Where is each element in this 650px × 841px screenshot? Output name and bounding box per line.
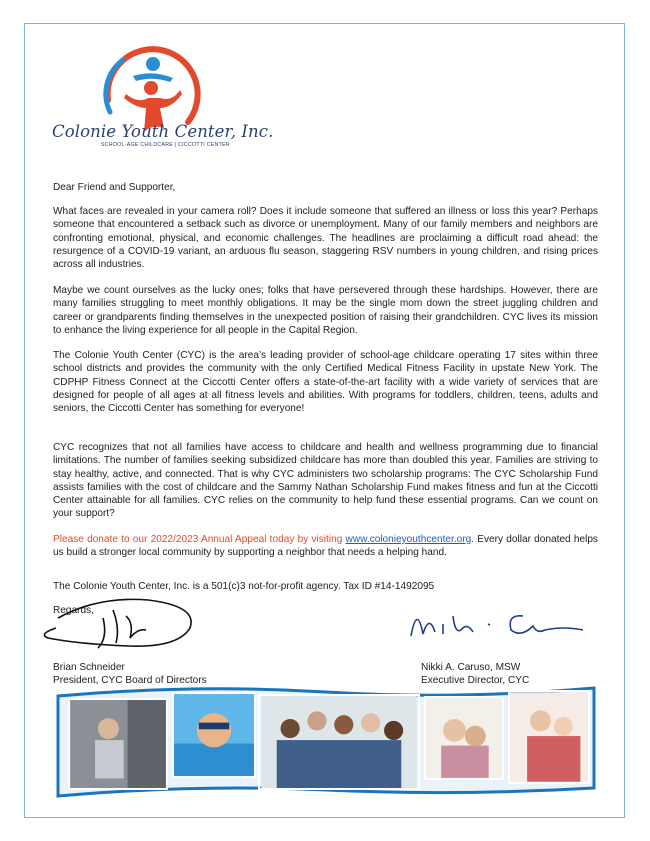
hug-photo-icon — [424, 696, 504, 780]
logo-subtitle: SCHOOL-AGE CHILDCARE | CICCOTTI CENTER — [101, 142, 230, 148]
paragraph-2: Maybe we count ourselves as the lucky ones; folks that have persevered through these hardships. However, there are many families struggling to meet monthly obligations. It may be the single mom down the street juggling children and career or grandparents finding themselves in the unexpected position of raising their grandchildren. CYC lives its mission to enhance the living experience for all people in the Capital Region. — [53, 285, 598, 336]
signatory-2-name: Nikki A. Caruso, MSW — [421, 662, 521, 673]
paragraph-5 — [53, 533, 598, 560]
signatory-2-title: Executive Director, CYC — [421, 675, 530, 687]
paragraph-3: The Colonie Youth Center (CYC) is the area’s leading provider of school-age childcare operating 17 sites within three school districts and provides the community with the only Certified Medical Fitness Facility in upstate New York. The CDPHP Fitness Connect at the Ciccotti Center offers a state-of-the-art facility with a wide variety of services that are designed for people of all ages at all fitness levels and abilities. With programs for toddlers, children, teens, adults and seniors, the Ciccotti Center has something for everyone! — [53, 350, 598, 415]
fitness-senior-photo-icon — [68, 698, 168, 790]
closing: Regards, — [53, 605, 94, 616]
swimming-child-photo-icon — [172, 692, 256, 778]
donate-rest-text: . Every dollar donated helps us build a stronger local community by supporting a neighbor that needs a helping hand. — [53, 534, 598, 559]
mother-child-photo-icon — [508, 690, 590, 784]
greeting: Dear Friend and Supporter, — [53, 182, 176, 193]
donate-appeal-text: Please donate to our 2022/2023 Annual Appeal today by visiting — [53, 534, 343, 545]
tax-id-line: The Colonie Youth Center, Inc. is a 501(c)3 not-for-profit agency. Tax ID #14-1492095 — [53, 581, 435, 592]
signatory-1-name: Brian Schneider — [53, 662, 125, 673]
website-link[interactable]: www.colonieyouthcenter.org — [345, 534, 472, 545]
photo-banner — [56, 684, 596, 800]
nikki-signature-icon — [403, 596, 588, 646]
paragraph-1: What faces are revealed in your camera roll? Does it include someone that suffered an illness or loss this year? Perhaps someone that encountered a setback such as divorce or unemployment. Many of our family members and neighbors are confronting emotional, physical, and economic challenges. The headlines are proclaiming a difficult road ahead: the resurgence of a COVID-19 variant, an arduous flu season, staggering RSV numbers in young children, and rising prices across all industries. — [53, 206, 598, 271]
brian-signature-icon — [38, 588, 213, 658]
group-photo-icon — [258, 694, 420, 790]
logo-name: Colonie Youth Center, Inc. — [52, 122, 274, 141]
paragraph-4: CYC recognizes that not all families have access to childcare and health and wellness programming due to financial limitations. The number of families seeking subsidized childcare has more than doubled this year. Families are striving to stay healthy, active, and connected. That is why CYC administers two scholarship programs: The CYC Scholarship Fund assists families with the cost of childcare and the Sammy Nathan Scholarship Fund makes fitness and fun at the Ciccotti Center attainable for all families. CYC relies on the community to help fund these essential programs. Can we count on your support? — [53, 442, 598, 520]
signatory-1-title: President, CYC Board of Directors — [53, 675, 207, 687]
